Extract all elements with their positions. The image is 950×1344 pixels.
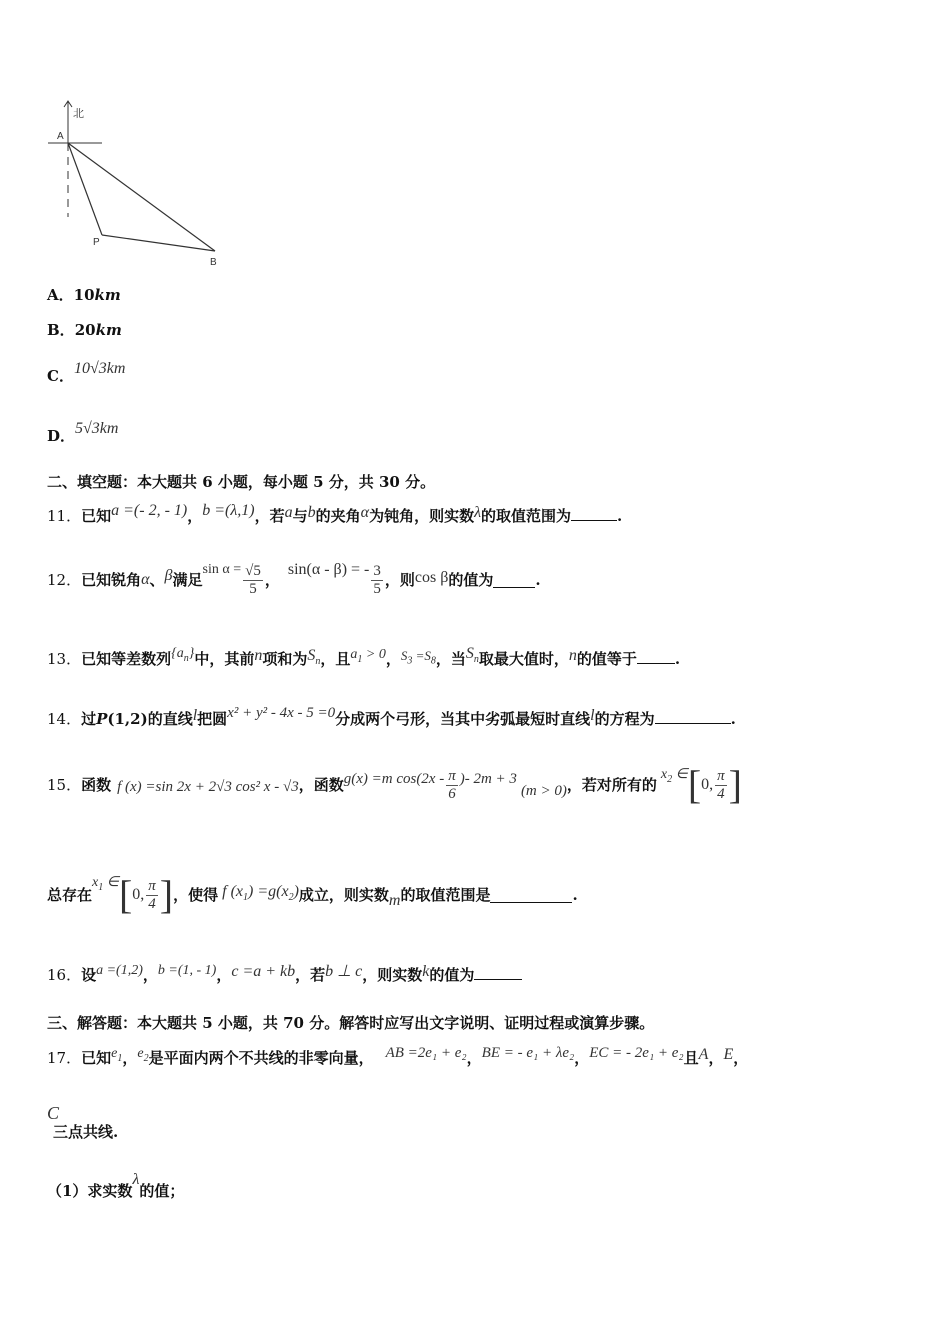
question-17: 17．已知$e_1$，$e_2$是平面内两个不共线的非零向量， AB =2e₁ + e₂，BE = - e₁ + λe₂，EC = - 2e₁ + e₂且A，E， xyxy=(47,1045,749,1067)
question-14: 14．过P(1,2)的直线l把圆x² + y² - 4x - 5 =0分成两个弓形，当其中劣弧最短时直线l的方程为 . xyxy=(47,705,736,728)
option-b[interactable]: B．20km xyxy=(47,321,122,339)
option-c[interactable]: C．10√3km xyxy=(47,360,126,385)
answer-blank[interactable] xyxy=(474,965,522,980)
option-d[interactable]: D．5√3km xyxy=(47,420,119,445)
question-12: 12． 已知锐角 α 、 β 满足 sin α = $\frac{√5}{5}$ ， sin(α - β) = - $\frac{3}{5}$ ，则 cos β 的值为 . xyxy=(47,561,541,597)
question-17-part1: （1）求实数λ的值； xyxy=(47,1171,185,1200)
point-p-label: P xyxy=(93,237,100,248)
north-label: 北 xyxy=(73,108,84,120)
segment-pb xyxy=(102,235,215,251)
geometry-figure xyxy=(40,95,230,270)
question-15: 15． 函数 f (x) =sin 2x + 2√3 cos² x - √3 ，函数 g(x) =m cos(2x - $\frac{\pi}{6}$ )- 2m + 3 (m > 0) ，若对所有的 $x_2$ ∈ [ 0, $\frac{\pi}{4}$ ] xyxy=(47,762,742,807)
answer-blank[interactable] xyxy=(490,888,572,903)
question-17-continued: C三点共线. xyxy=(47,1103,119,1141)
answer-blank[interactable] xyxy=(493,573,535,588)
question-15-continued: 总存在 $x_1$ ∈ [ 0, $\frac{\pi}{4}$ ] ，使得 f $(x_1) =g(x_2)$ 成立，则实数 m 的取值范围是 . xyxy=(47,872,578,917)
answer-blank[interactable] xyxy=(637,649,675,664)
answer-blank[interactable] xyxy=(571,506,617,521)
option-a[interactable]: A．10km xyxy=(47,286,121,304)
segment-ap xyxy=(68,143,102,235)
question-16: 16．设a =(1,2)，b =(1, - 1)，c =a + kb，若b ⊥ c，则实数k的值为 xyxy=(47,964,522,988)
segment-ab xyxy=(68,143,215,251)
point-a-label: A xyxy=(57,131,64,142)
question-11: 11．已知a =(- 2, - 1)，b =(λ,1)，若a与b的夹角α为钝角，则实数λ的取值范围为 . xyxy=(47,502,623,525)
point-b-label: B xyxy=(210,257,217,268)
section2-heading: 二、填空题：本大题共 6 小题，每小题 5 分，共 30 分。 xyxy=(47,473,436,491)
section3-heading: 三、解答题：本大题共 5 小题，共 70 分。解答时应写出文字说明、证明过程或演算步骤。 xyxy=(47,1014,655,1032)
question-13: 13．已知等差数列$\{a_n\}$中，其前n项和为$S_n$，且$a_1 > 0$，$S_3 =S_8$，当$S_n$取最大值时，n的值等于 . xyxy=(47,645,681,668)
answer-blank[interactable] xyxy=(655,709,731,724)
